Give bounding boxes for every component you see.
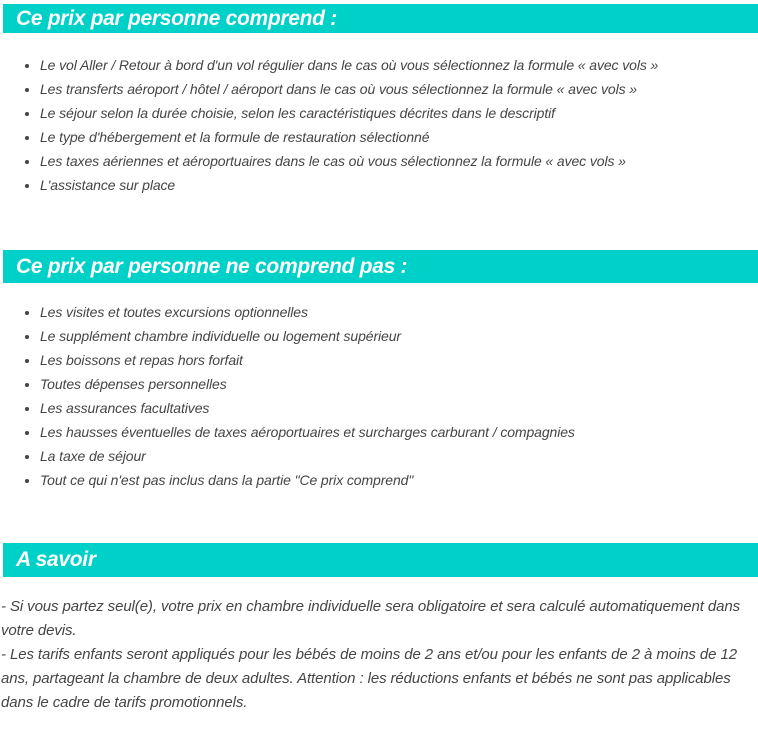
list-item: • Toutes dépenses personnelles bbox=[40, 372, 758, 396]
list-item: • Le vol Aller / Retour à bord d'un vol régulier dans le cas où vous sélectionnez la formule « avec vols » bbox=[40, 53, 758, 77]
section-notes bbox=[0, 543, 758, 715]
list-item: • Les assurances facultatives bbox=[40, 396, 758, 420]
list-item: • Les taxes aériennes et aéroportuaires dans le cas où vous sélectionnez la formule « avec vols » bbox=[40, 149, 758, 173]
list-item: • Le séjour selon la durée choisie, selon les caractéristiques décrites dans le descriptif bbox=[40, 101, 758, 125]
list-item: • Les transferts aéroport / hôtel / aéroport dans le cas où vous sélectionnez la formule « avec vols » bbox=[40, 77, 758, 101]
note-paragraph: - Si vous partez seul(e), votre prix en chambre individuelle sera obligatoire et sera calculé automatiquement dans votre devis. bbox=[1, 598, 740, 639]
price-info-page bbox=[0, 4, 758, 715]
section-price-excludes bbox=[0, 250, 758, 492]
list-item: • Le supplément chambre individuelle ou logement supérieur bbox=[40, 324, 758, 348]
price-includes-list bbox=[0, 53, 758, 197]
list-item: • Tout ce qui n'est pas inclus dans la partie "Ce prix comprend" bbox=[40, 468, 758, 492]
note-paragraph: - Les tarifs enfants seront appliqués pour les bébés de moins de 2 ans et/ou pour les enfants de 2 à moins de 12 ans, partageant la chambre de deux adultes. Attention : les réductions enfants et bébés ne sont pas applicables dans le cadre de tarifs promotionnels. bbox=[1, 646, 737, 711]
list-item: • Le type d'hébergement et la formule de restauration sélectionné bbox=[40, 125, 758, 149]
list-item: • Les visites et toutes excursions optionnelles bbox=[40, 300, 758, 324]
price-excludes-header: Ce prix par personne ne comprend pas : bbox=[3, 250, 758, 283]
section-price-includes bbox=[0, 4, 758, 197]
price-excludes-list bbox=[0, 300, 758, 492]
list-item: • Les boissons et repas hors forfait bbox=[40, 348, 758, 372]
price-includes-header: Ce prix par personne comprend : bbox=[3, 4, 758, 33]
notes-text bbox=[1, 595, 758, 715]
list-item: • L'assistance sur place bbox=[40, 173, 758, 197]
notes-header: A savoir bbox=[3, 543, 758, 577]
list-item: • Les hausses éventuelles de taxes aéroportuaires et surcharges carburant / compagnies bbox=[40, 420, 758, 444]
list-item: • La taxe de séjour bbox=[40, 444, 758, 468]
